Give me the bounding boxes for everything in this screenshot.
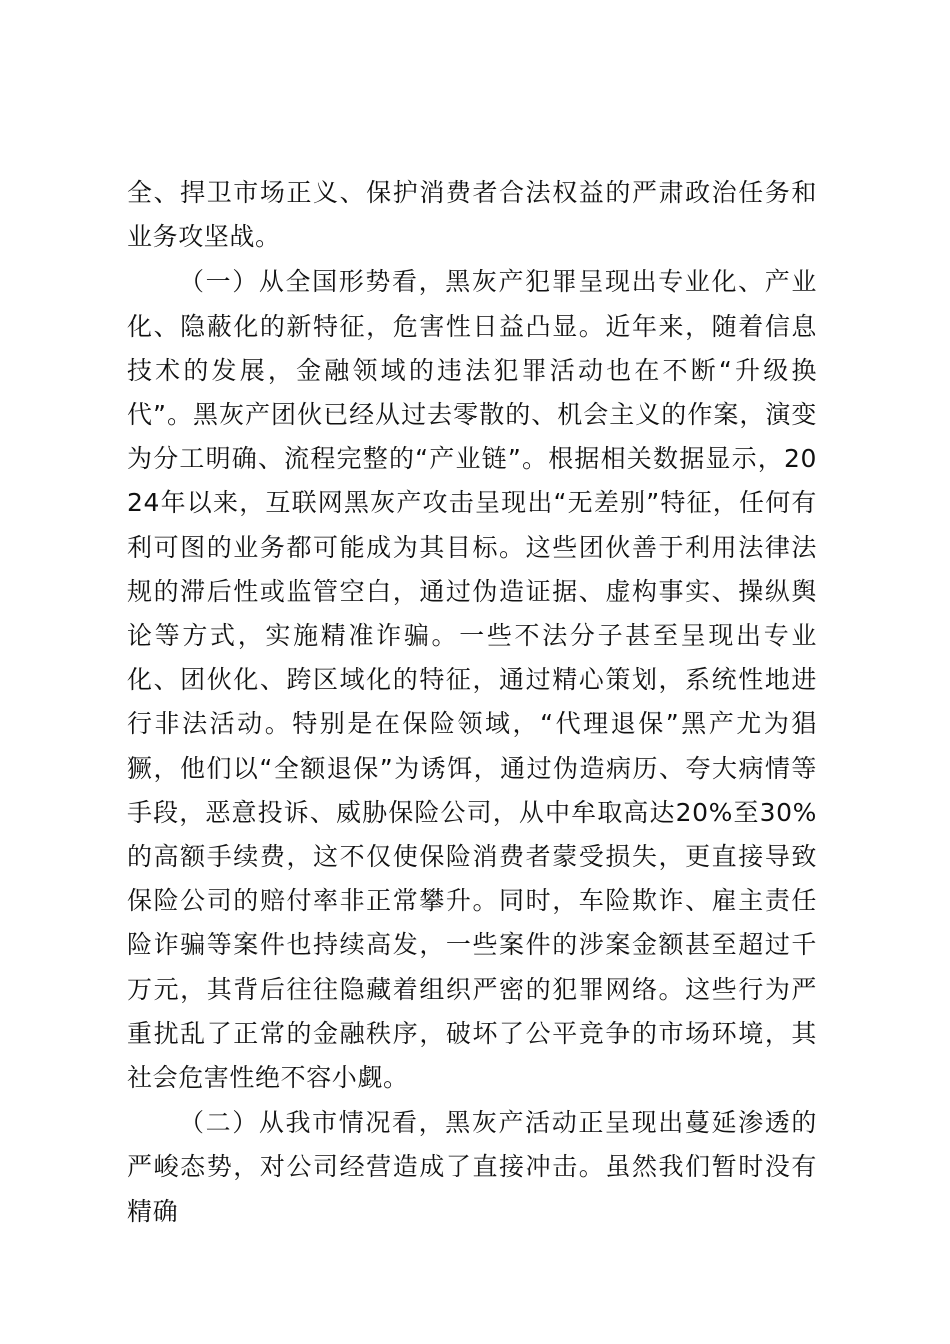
paragraph-city-situation: （二）从我市情况看，黑灰产活动正呈现出蔓延渗透的严峻态势，对公司经营造成了直接冲击。虽然我们暂时没有精确 [127, 1108, 817, 1226]
paragraph-continuation: 全、捍卫市场正义、保护消费者合法权益的严肃政治任务和业务攻坚战。 [127, 178, 817, 252]
document-body [127, 171, 817, 1235]
paragraph-national-situation: （一）从全国形势看，黑灰产犯罪呈现出专业化、产业化、隐蔽化的新特征，危害性日益凸显。近年来，随着信息技术的发展，金融领域的违法犯罪活动也在不断“升级换代”。黑灰产团伙已经从过去零散的、机会主义的作案，演变为分工明确、流程完整的“产业链”。根据相关数据显示，2024年以来，互联网黑灰产攻击呈现出“无差别”特征，任何有利可图的业务都可能成为其目标。这些团伙善于利用法律法规的滞后性或监管空白，通过伪造证据、虚构事实、操纵舆论等方式，实施精准诈骗。一些不法分子甚至呈现出专业化、团伙化、跨区域化的特征，通过精心策划，系统性地进行非法活动。特别是在保险领域，“代理退保”黑产尤为猖獗，他们以“全额退保”为诱饵，通过伪造病历、夸大病情等手段，恶意投诉、威胁保险公司，从中牟取高达20%至30%的高额手续费，这不仅使保险消费者蒙受损失，更直接导致保险公司的赔付率非正常攀升。同时，车险欺诈、雇主责任险诈骗等案件也持续高发，一些案件的涉案金额甚至超过千万元，其背后往往隐藏着组织严密的犯罪网络。这些行为严重扰乱了正常的金融秩序，破坏了公平竞争的市场环境，其社会危害性绝不容小觑。 [127, 267, 817, 1093]
